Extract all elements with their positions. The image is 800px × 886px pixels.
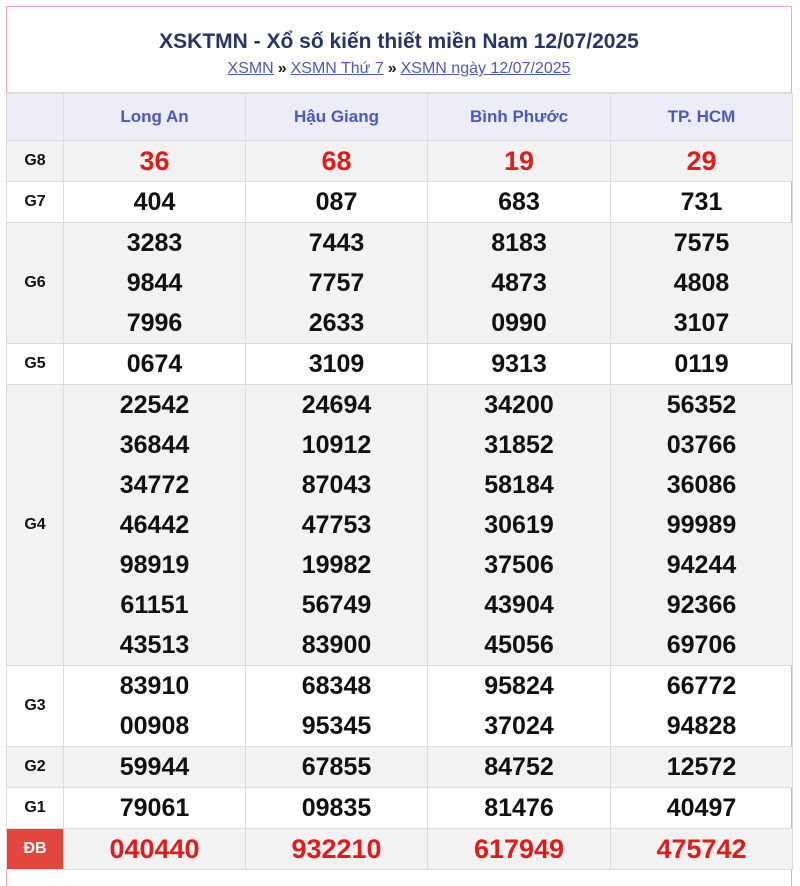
prize-cell [246,141,428,182]
prize-cell [611,141,793,182]
prize-number: 43904 [484,591,554,619]
prize-number: 4808 [673,269,730,297]
prize-cell [246,747,428,788]
prize-rows [7,141,793,870]
prize-label: G4 [7,385,64,666]
prize-number: 10912 [301,431,372,459]
prize-number: 40497 [666,794,737,822]
prize-number: 83900 [301,631,372,659]
prize-cell [611,182,793,223]
page-title: XSKTMN - Xổ số kiến thiết miền Nam 12/07/2025 [159,30,639,53]
province-header-row [7,94,793,141]
prize-cell [611,747,793,788]
prize-number: 8183 [491,229,547,257]
prize-cell [246,829,428,870]
prize-number: 67855 [301,753,372,781]
prize-row [7,344,793,385]
prize-number: 95345 [301,712,372,740]
prize-cell [611,223,793,344]
prize-cell [611,829,793,870]
prize-number: 9313 [491,350,547,378]
prize-number: 61151 [120,591,189,619]
prize-number: 81476 [484,794,554,822]
prize-number: 19 [503,146,535,176]
prize-number: 94828 [666,712,737,740]
corner-cell [7,94,64,141]
prize-number: 34200 [484,391,554,419]
prize-number: 7443 [308,229,365,257]
prize-number: 68348 [301,672,372,700]
results-table [6,93,793,870]
prize-cell [611,666,793,747]
prize-row [7,829,793,870]
prize-number: 58184 [484,471,554,499]
prize-number: 45056 [484,631,554,659]
breadcrumb [7,59,791,79]
province-header-binh-phuoc[interactable]: Bình Phước [428,94,611,141]
prize-number: 84752 [484,753,554,781]
prize-row [7,182,793,223]
prize-number: 98919 [119,551,190,579]
prize-row [7,141,793,182]
prize-number: 731 [680,188,723,216]
prize-number: 95824 [484,672,554,700]
prize-number: 56749 [301,591,372,619]
prize-cell [428,344,611,385]
prize-number: 59944 [119,753,190,781]
prize-number: 56352 [666,391,737,419]
prize-number: 36086 [666,471,737,499]
prize-cell [611,344,793,385]
prize-number: 83910 [119,672,190,700]
prize-cell [428,385,611,666]
prize-number: 617949 [473,834,565,864]
prize-number: 3109 [308,350,365,378]
prize-number: 12572 [666,753,737,781]
prize-label: G7 [7,182,64,223]
prize-number: 66772 [666,672,737,700]
prize-number: 7575 [673,229,730,257]
prize-cell [64,666,246,747]
prize-cell [246,182,428,223]
prize-number: 683 [498,188,540,216]
prize-row [7,788,793,829]
prize-number: 3283 [126,229,183,257]
prize-number: 22542 [119,391,190,419]
prize-number: 03766 [666,431,737,459]
prize-number: 9844 [126,269,183,297]
prize-number: 0119 [674,350,729,378]
prize-number: 30619 [484,511,554,539]
prize-number: 68 [321,146,352,176]
prize-number: 69706 [666,631,737,659]
province-header-long-an[interactable]: Long An [64,94,246,141]
prize-number: 932210 [291,834,382,864]
results-card [6,6,792,886]
prize-number: 47753 [301,511,372,539]
prize-number: 87043 [301,471,372,499]
breadcrumb-separator: » [277,60,287,77]
prize-number: 4873 [491,269,547,297]
prize-cell [246,344,428,385]
province-header-hau-giang[interactable]: Hậu Giang [246,94,428,141]
breadcrumb-link-xsmn-date[interactable]: XSMN ngày 12/07/2025 [400,60,571,77]
prize-number: 36844 [119,431,190,459]
prize-number: 7757 [308,269,365,297]
prize-label: G2 [7,747,64,788]
prize-row [7,223,793,344]
prize-number: 36 [139,146,170,176]
prize-row [7,385,793,666]
prize-cell [64,141,246,182]
prize-cell [246,223,428,344]
prize-cell [64,182,246,223]
prize-cell [64,747,246,788]
prize-number: 087 [315,188,358,216]
prize-cell [428,223,611,344]
prize-number: 3107 [673,309,730,337]
prize-number: 475742 [656,834,747,864]
prize-number: 34772 [119,471,190,499]
prize-number: 94244 [666,551,737,579]
breadcrumb-separator: » [387,60,397,77]
breadcrumb-link-xsmn[interactable]: XSMN [227,60,274,77]
prize-number: 37506 [484,551,554,579]
prize-number: 2633 [308,309,365,337]
prize-cell [246,385,428,666]
prize-cell [64,788,246,829]
prize-number: 99989 [666,511,737,539]
prize-row [7,747,793,788]
prize-cell [428,829,611,870]
prize-cell [64,829,246,870]
province-header-tp-hcm[interactable]: TP. HCM [611,94,793,141]
prize-cell [428,747,611,788]
prize-label: G3 [7,666,64,747]
prize-cell [611,385,793,666]
prize-number: 24694 [301,391,372,419]
prize-number: 37024 [484,712,554,740]
prize-cell [246,666,428,747]
prize-label: G1 [7,788,64,829]
prize-number: 19982 [301,551,372,579]
prize-number: 00908 [119,712,190,740]
prize-number: 0990 [491,309,547,337]
prize-number: 92366 [666,591,737,619]
prize-number: 31852 [484,431,554,459]
prize-cell [428,141,611,182]
prize-number: 0674 [126,350,183,378]
prize-number: 404 [133,188,176,216]
prize-number: 29 [686,146,717,176]
prize-number: 79061 [119,794,190,822]
prize-cell [64,223,246,344]
prize-number: 46442 [119,511,190,539]
prize-row [7,666,793,747]
breadcrumb-link-xsmn-thu7[interactable]: XSMN Thứ 7 [290,60,384,77]
prize-label: G6 [7,223,64,344]
prize-label: ĐB [7,829,64,870]
prize-cell [428,788,611,829]
results-header [7,7,791,93]
prize-number: 09835 [301,794,372,822]
prize-cell [428,666,611,747]
prize-number: 040440 [109,834,200,864]
prize-cell [64,385,246,666]
prize-cell [611,788,793,829]
prize-label: G5 [7,344,64,385]
prize-number: 7996 [126,309,183,337]
prize-number: 43513 [119,631,190,659]
prize-cell [64,344,246,385]
prize-cell [246,788,428,829]
prize-cell [428,182,611,223]
prize-label: G8 [7,141,64,182]
